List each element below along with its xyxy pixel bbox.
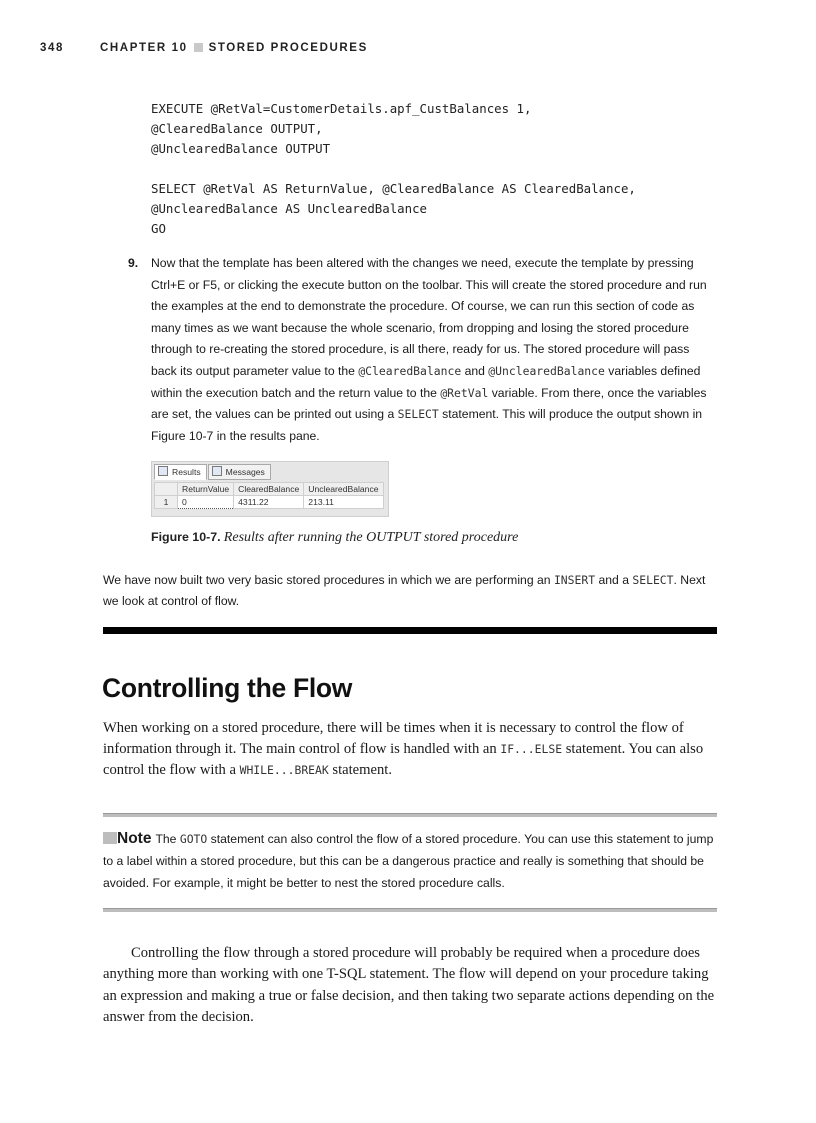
results-grid-screenshot (151, 461, 389, 517)
header-square-icon (194, 43, 203, 52)
section-title: STORED PROCEDURES (208, 42, 368, 54)
table-cell[interactable]: 0 (178, 496, 234, 509)
inline-code: GOTO (179, 832, 208, 846)
row-number: 1 (155, 496, 178, 509)
inline-code: SELECT (397, 407, 439, 422)
chapter-label: CHAPTER 10 (100, 42, 188, 54)
note-top-rule (103, 813, 717, 817)
table-row (155, 496, 384, 509)
code-block-execute (151, 99, 531, 159)
table-cell[interactable]: 4311.22 (234, 496, 304, 509)
grid-icon (158, 466, 168, 476)
column-header: ClearedBalance (234, 483, 304, 496)
inline-code: @RetVal (440, 385, 489, 400)
figure-label: Figure 10-7. (151, 530, 221, 544)
note-bottom-rule (103, 908, 717, 912)
page-number: 348 (40, 42, 64, 54)
running-header (40, 42, 368, 54)
paragraph-summary: We have now built two very basic stored procedures in which we are performing an INSERT and a SELECT. Next we look at control of flow. (103, 573, 706, 608)
inline-code: IF...ELSE (500, 742, 563, 757)
tab-messages[interactable]: Messages (208, 464, 271, 480)
message-icon (212, 466, 222, 476)
code-line: EXECUTE @RetVal=CustomerDetails.apf_CustBalances 1, (151, 101, 532, 116)
inline-code: SELECT (632, 573, 674, 587)
code-line: @UnclearedBalance AS UnclearedBalance (151, 201, 428, 216)
table-header-row (155, 483, 384, 496)
step-9 (128, 253, 708, 447)
figure-caption-text: Results after running the OUTPUT stored procedure (223, 530, 519, 545)
step-number: 9. (128, 256, 139, 270)
code-line: SELECT @RetVal AS ReturnValue, @ClearedBalance AS ClearedBalance, (151, 181, 636, 196)
tab-results[interactable]: Results (154, 464, 207, 480)
code-line: @ClearedBalance OUTPUT, (151, 121, 323, 136)
inline-code: @ClearedBalance (358, 363, 462, 378)
column-header: UnclearedBalance (304, 483, 383, 496)
section-heading: Controlling the Flow (102, 673, 353, 703)
section-divider (103, 627, 717, 634)
step-text: Now that the template has been altered with the changes we need, execute the template by pressing Ctrl+E or F5, or clicking the execute button on the toolbar. This will create the stored procedure and run the examples at the end to demonstrate the procedure. Of course, we can run this section of code as many times as we want because the whole scenario, from dropping and losing the stored procedure through to re-creating the stored procedure, is all there, ready for us. The stored procedure will pass back its output parameter value to the @ClearedBalance and @UnclearedBalance variables defined within the execution batch and the return value to the @RetVal variable. From there, once the variables are set, the values can be printed out using a SELECT statement. This will produce the output shown in Figure 10-7 in the results pane. (151, 256, 707, 443)
figure-caption (151, 529, 518, 546)
row-number-header (155, 483, 178, 496)
inline-code: INSERT (553, 573, 596, 587)
inline-code: WHILE...BREAK (239, 763, 329, 778)
note-square-icon (103, 832, 117, 844)
paragraph-intro: When working on a stored procedure, there will be times when it is necessary to control the flow of information through it. The main control of flow is handled with an IF...ELSE statement. You can also control the flow with a WHILE...BREAK statement. (103, 720, 704, 779)
paragraph-body: Controlling the flow through a stored procedure will probably be required when a procedure does anything more than working with one T-SQL statement. The flow will depend on your procedure taking an expression and making a true or false decision, and then taking two separate actions depending on the answer from the decision. (103, 945, 715, 1026)
results-tabs (154, 464, 272, 480)
code-line: @UnclearedBalance OUTPUT (151, 141, 331, 156)
note-label: Note (117, 830, 152, 847)
inline-code: @UnclearedBalance (488, 363, 605, 378)
column-header: ReturnValue (178, 483, 234, 496)
code-block-select (151, 179, 636, 239)
table-cell[interactable]: 213.11 (304, 496, 383, 509)
code-line: GO (151, 221, 166, 236)
results-table (154, 482, 384, 509)
note-box: Note The GOTO statement can also control the flow of a stored procedure. You can use this statement to jump to a label within a stored procedure, but this can be a dangerous practice and really is something that should be avoided. For example, it might be better to nest the stored procedure calls. (103, 830, 714, 890)
